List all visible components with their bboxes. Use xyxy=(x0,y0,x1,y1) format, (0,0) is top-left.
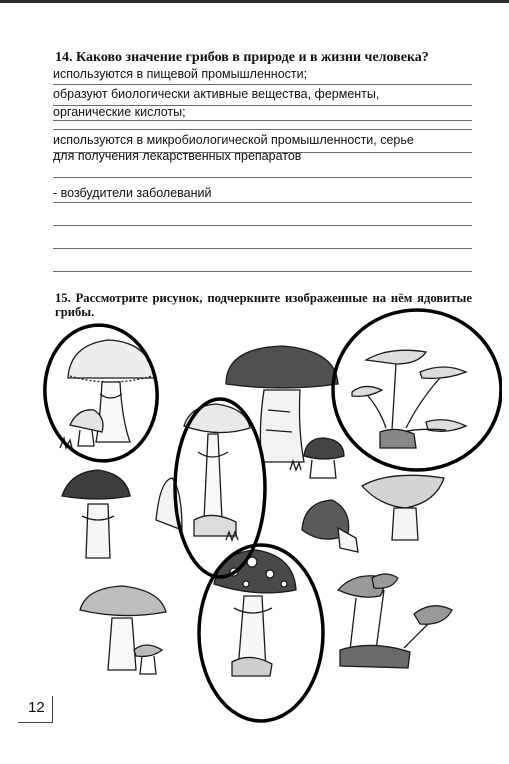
mushroom-figure xyxy=(40,308,502,726)
answer-rule xyxy=(53,271,472,272)
answer-line-4: используются в микробиологической промышленности, серье xyxy=(53,133,414,147)
page-number: 12 xyxy=(28,699,45,716)
mushroom-illustration xyxy=(352,350,466,448)
answer-rule xyxy=(53,84,472,85)
top-border xyxy=(0,0,509,3)
answer-rule xyxy=(53,129,472,130)
answer-rule xyxy=(53,177,472,178)
answer-rule xyxy=(53,202,472,203)
answer-line-6: - возбудители заболеваний xyxy=(53,186,212,200)
question-15-title: 15. Рассмотрите рисунок, подчеркните изображенные на нём ядовитые грибы. xyxy=(55,291,472,319)
answer-rule xyxy=(53,120,472,121)
mushroom-illustration xyxy=(68,340,154,446)
mushroom-illustration xyxy=(214,550,296,676)
answer-rule xyxy=(53,225,472,226)
mushroom-illustration xyxy=(302,500,358,552)
answer-line-5: для получения лекарственных препаратов xyxy=(53,149,302,163)
mushroom-illustration xyxy=(338,574,452,668)
mushroom-illustration xyxy=(62,470,130,558)
mushroom-illustration xyxy=(362,475,444,540)
mushroom-illustration xyxy=(156,404,250,536)
answer-line-3: органические кислоты; xyxy=(53,105,186,119)
question-14-title: 14. Каково значение грибов в природе и в жизни человека? xyxy=(55,50,429,65)
answer-line-2: образуют биологически активные вещества, ферменты, xyxy=(53,87,380,101)
answer-rule xyxy=(53,248,472,249)
mushroom-illustration xyxy=(80,586,166,674)
answer-line-1: используются в пищевой промышленности; xyxy=(53,67,308,81)
mushroom-illustration xyxy=(304,438,344,478)
